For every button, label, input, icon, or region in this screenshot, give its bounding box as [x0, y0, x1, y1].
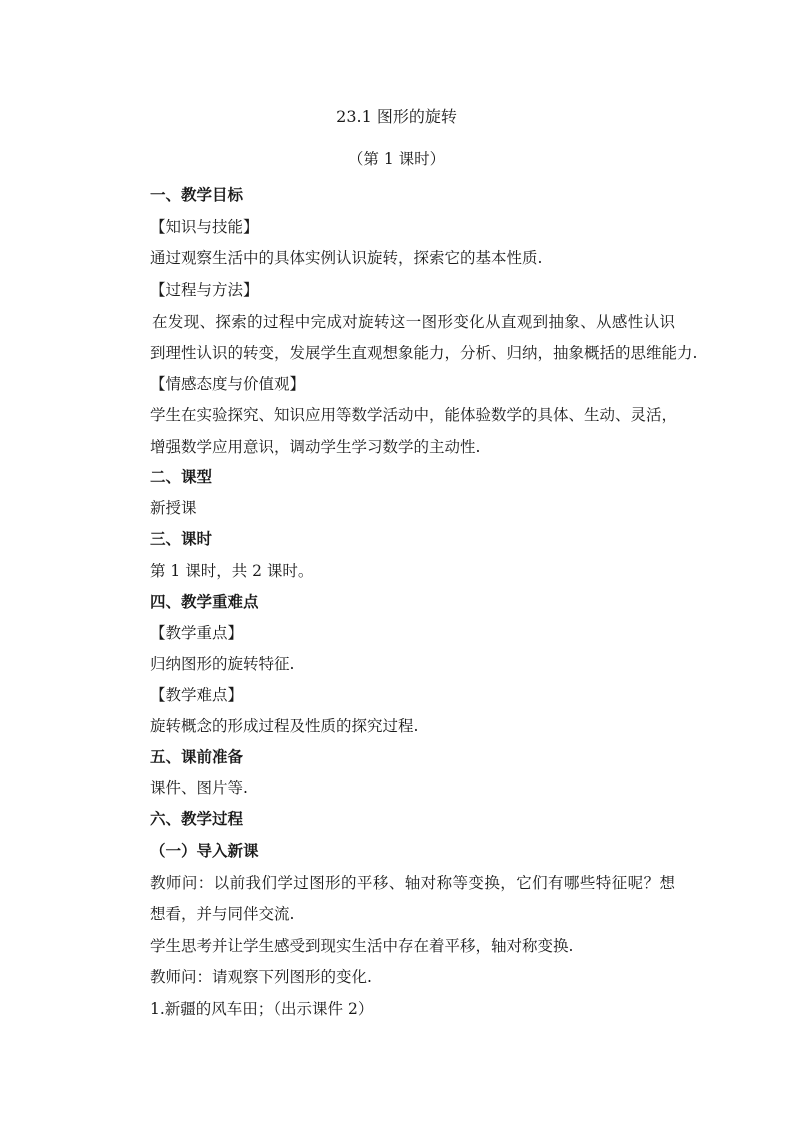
paragraph: 学生思考并让学生感受到现实生活中存在着平移，轴对称变换.: [150, 937, 574, 955]
page-subtitle: （第 1 课时）: [347, 150, 446, 168]
section-heading-4: 四、教学重难点: [150, 593, 259, 611]
section-heading-2: 二、课型: [150, 468, 213, 486]
paragraph: 1.新疆的风车田；（出示课件 2）: [150, 1000, 374, 1018]
paragraph: 归纳图形的旋转特征.: [150, 655, 295, 673]
paragraph: 增强数学应用意识，调动学生学习数学的主动性.: [150, 438, 481, 456]
section-heading-3: 三、课时: [150, 530, 213, 548]
paragraph: 新授课: [150, 499, 197, 517]
paragraph: 第 1 课时，共 2 课时。: [150, 562, 314, 580]
section-heading-6: 六、教学过程: [150, 810, 244, 828]
subheading-key-points: 【教学重点】: [150, 624, 244, 642]
paragraph: 学生在实验探究、知识应用等数学活动中，能体验数学的具体、生动、灵活，: [150, 406, 678, 424]
paragraph-text: 在发现、探索的过程中完成对旋转这一图形变化从直观到抽象、从感性认识: [152, 313, 675, 331]
subheading-process: 【过程与方法】: [150, 281, 259, 299]
section-heading-5: 五、课前准备: [150, 748, 244, 766]
page-title: 23.1 图形的旋转: [336, 107, 457, 126]
paragraph: 通过观察生活中的具体实例认识旋转，探索它的基本性质.: [150, 249, 543, 267]
paragraph: [150, 312, 675, 332]
subheading-intro: （一）导入新课: [150, 842, 259, 860]
paragraph: 到理性认识的转变，发展学生直观想象能力，分析、归纳，抽象概括的思维能力.: [150, 344, 698, 362]
paragraph: 教师问：以前我们学过图形的平移、轴对称等变换，它们有哪些特征呢？想: [150, 874, 675, 892]
paragraph: 想看，并与同伴交流.: [150, 905, 295, 923]
paragraph: 教师问：请观察下列图形的变化.: [150, 968, 372, 986]
subheading-attitude: 【情感态度与价值观】: [150, 375, 306, 393]
paragraph: 课件、图片等.: [150, 779, 248, 797]
subheading-knowledge: 【知识与技能】: [150, 218, 259, 236]
section-heading-1: 一、教学目标: [150, 186, 244, 204]
subheading-difficulties: 【教学难点】: [150, 686, 244, 704]
paragraph: 旋转概念的形成过程及性质的探究过程.: [150, 717, 419, 735]
